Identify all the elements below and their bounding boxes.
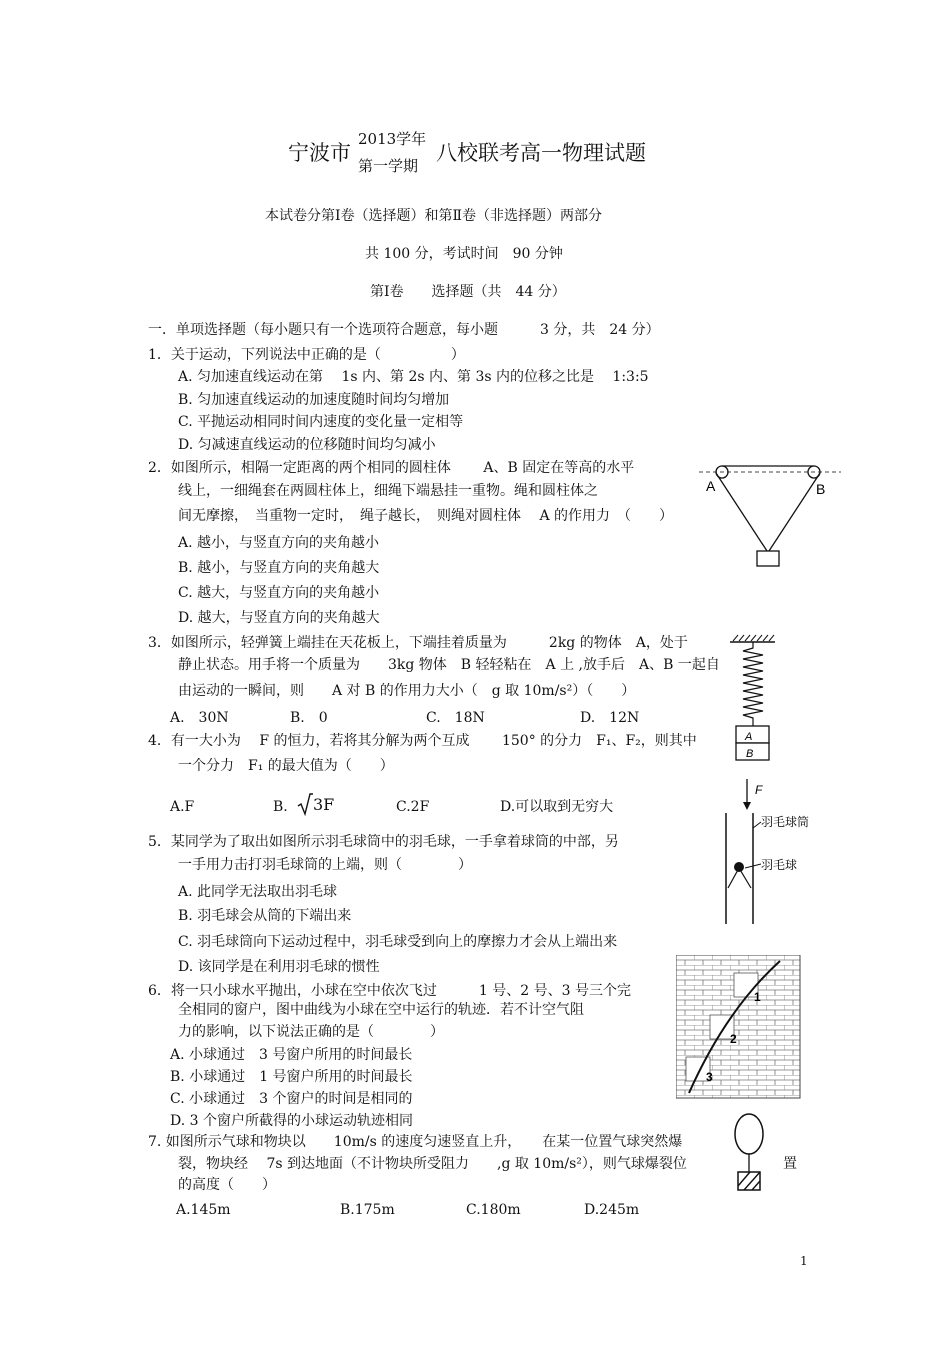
q3-option-b: B. 0 bbox=[290, 710, 328, 726]
q7-option-d: D.245m bbox=[584, 1202, 640, 1218]
q2-option-d: D. 越大，与竖直方向的夹角越大 bbox=[178, 610, 380, 626]
q2-fig-label-a: A bbox=[706, 478, 716, 494]
q1-option-d: D. 匀减速直线运动的位移随时间均匀减小 bbox=[178, 437, 436, 453]
q3-line-3: 由运动的一瞬间，则 A 对 B 的作用力大小（ g 取 10m/s²）（ ） bbox=[178, 683, 636, 699]
q1-stem: 1．关于运动，下列说法中正确的是（ ） bbox=[148, 347, 465, 363]
q6-option-b: B. 小球通过 1 号窗户所用的时间最长 bbox=[170, 1069, 413, 1085]
q6-option-a: A. 小球通过 3 号窗户所用的时间最长 bbox=[170, 1047, 413, 1063]
q7-option-a: A.145m bbox=[176, 1202, 231, 1218]
q3-spring-figure bbox=[725, 632, 780, 767]
q4-line-1: 4．有一大小为 F 的恒力，若将其分解为两个互成 150° 的分力 F₁、F₂，则其中 bbox=[148, 733, 697, 749]
q1-option-a: A. 匀加速直线运动在第 1s 内、第 2s 内、第 3s 内的位移之比是 1:3:5 bbox=[178, 369, 649, 385]
page-title: 八校联考高一物理试题 bbox=[436, 141, 646, 165]
q7-option-b: B.175m bbox=[340, 1202, 395, 1218]
q7-line-2-end: 置 bbox=[783, 1156, 797, 1172]
section1-heading: 一．单项选择题（每小题只有一个选项符合题意，每小题 3 分，共 24 分） bbox=[148, 322, 660, 338]
header-term: 第一学期 bbox=[358, 157, 419, 175]
q5-line-2: 一手用力击打羽毛球筒的上端，则（ ） bbox=[178, 857, 472, 873]
q1-option-b: B. 匀加速直线运动的加速度随时间均匀增加 bbox=[178, 392, 450, 408]
q6-fig-label-3: 3 bbox=[706, 1070, 713, 1084]
page-number: 1 bbox=[800, 1254, 808, 1268]
q5-option-c: C. 羽毛球筒向下运动过程中，羽毛球受到向上的摩擦力才会从上端出来 bbox=[178, 934, 618, 950]
q5-option-b: B. 羽毛球会从筒的下端出来 bbox=[178, 908, 352, 924]
q3-fig-label-a: A bbox=[745, 731, 753, 743]
q5-line-1: 5．某同学为了取出如图所示羽毛球筒中的羽毛球，一手拿着球筒的中部，另 bbox=[148, 834, 619, 850]
q1-option-c: C. 平抛运动相同时间内速度的变化量一定相等 bbox=[178, 414, 464, 430]
q4-option-c: C.2F bbox=[396, 799, 430, 815]
q6-fig-label-1: 1 bbox=[754, 990, 761, 1004]
q6-line-3: 力的影响，以下说法正确的是（ ） bbox=[178, 1024, 444, 1040]
q3-option-c: C. 18N bbox=[426, 710, 485, 726]
q4-option-d: D.可以取到无穷大 bbox=[500, 799, 614, 815]
q7-line-1: 7. 如图所示气球和物块以 10m/s 的速度匀速竖直上升， 在某一位置气球突然爆 bbox=[148, 1134, 683, 1150]
q4-option-a: A.F bbox=[170, 799, 195, 815]
q3-option-a: A. 30N bbox=[170, 710, 229, 726]
q6-option-d: D. 3 个窗户所截得的小球运动轨迹相同 bbox=[170, 1113, 413, 1129]
q2-option-a: A. 越小，与竖直方向的夹角越小 bbox=[178, 535, 380, 551]
q2-line-1: 2．如图所示，相隔一定距离的两个相同的圆柱体 A、B 固定在等高的水平 bbox=[148, 460, 635, 476]
q4-line-2: 一个分力 F₁ 的最大值为（ ） bbox=[178, 758, 394, 774]
q3-line-2: 静止状态。用手将一个质量为 3kg 物体 B 轻轻粘在 A 上 ,放手后 A、B 一起自 bbox=[178, 657, 720, 673]
q3-fig-label-b: B bbox=[746, 748, 754, 760]
q5-shuttle-tube-figure bbox=[715, 776, 820, 926]
q3-option-d: D. 12N bbox=[580, 710, 640, 726]
q5-fig-label-f: F bbox=[755, 783, 763, 797]
sqrt-symbol-icon bbox=[297, 791, 313, 817]
q2-fig-label-b: B bbox=[816, 481, 826, 497]
header-city: 宁波市 bbox=[288, 141, 351, 165]
q6-line-1: 6．将一只小球水平抛出，小球在空中依次飞过 1 号、2 号、3 号三个完 bbox=[148, 983, 631, 999]
part1-heading: 第Ⅰ卷 选择题（共 44 分） bbox=[370, 284, 566, 300]
q5-fig-label-tube: 羽毛球筒 bbox=[761, 815, 810, 829]
q2-cylinders-figure bbox=[695, 458, 845, 573]
q2-line-3: 间无摩擦， 当重物一定时， 绳子越长， 则绳对圆柱体 A 的作用力 （ ） bbox=[178, 508, 674, 524]
q7-line-2: 裂，物块经 7s 到达地面（不计物块所受阻力 ,g 取 10m/s²），则气球爆裂位 bbox=[178, 1156, 687, 1172]
q4-option-b-prefix: B. bbox=[273, 799, 288, 815]
q5-option-d: D. 该同学是在利用羽毛球的惯性 bbox=[178, 959, 380, 975]
q4-option-b-value: 3F bbox=[313, 795, 335, 814]
intro-line-1: 本试卷分第Ⅰ卷（选择题）和第Ⅱ卷（非选择题）两部分 bbox=[265, 208, 603, 224]
q2-line-2: 线上，一细绳套在两圆柱体上，细绳下端悬挂一重物。绳和圆柱体之 bbox=[178, 483, 598, 499]
q3-line-1: 3．如图所示，轻弹簧上端挂在天花板上，下端挂着质量为 2kg 的物体 A，处于 bbox=[148, 635, 688, 651]
q6-brick-wall-figure bbox=[676, 955, 802, 1100]
intro-line-2: 共 100 分，考试时间 90 分钟 bbox=[365, 246, 563, 262]
q6-line-2: 全相同的窗户，图中曲线为小球在空中运行的轨迹．若不计空气阻 bbox=[178, 1002, 584, 1018]
q6-fig-label-2: 2 bbox=[730, 1032, 737, 1046]
q2-option-c: C. 越大，与竖直方向的夹角越小 bbox=[178, 585, 380, 601]
header-year: 2013学年 bbox=[358, 130, 427, 148]
q5-fig-label-ball: 羽毛球 bbox=[761, 858, 798, 872]
q5-option-a: A. 此同学无法取出羽毛球 bbox=[178, 884, 338, 900]
q2-option-b: B. 越小，与竖直方向的夹角越大 bbox=[178, 560, 380, 576]
q6-option-c: C. 小球通过 3 个窗户的时间是相同的 bbox=[170, 1091, 413, 1107]
q7-line-3: 的高度（ ） bbox=[178, 1177, 276, 1193]
q7-option-c: C.180m bbox=[466, 1202, 521, 1218]
q7-balloon-figure bbox=[728, 1110, 773, 1195]
